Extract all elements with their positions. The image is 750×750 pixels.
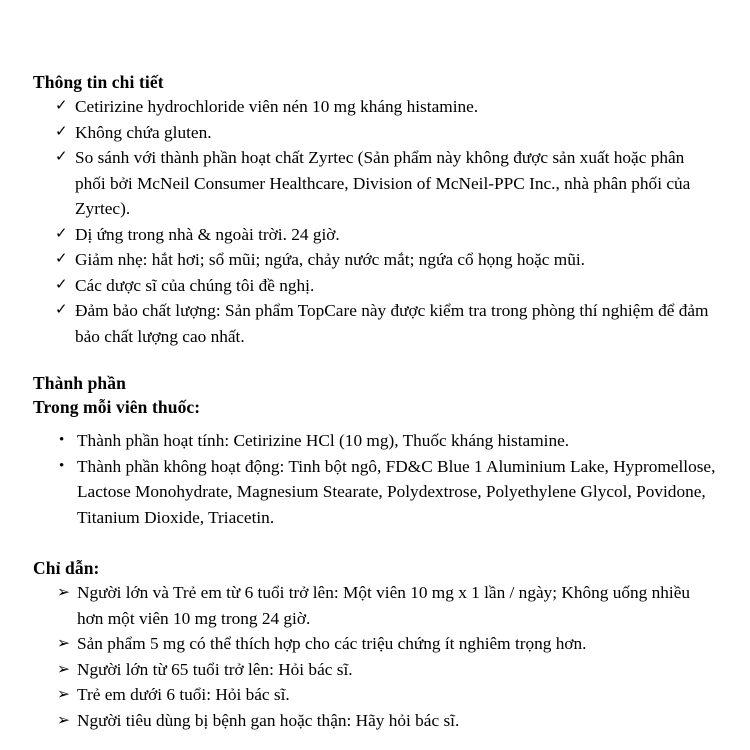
list-item bbox=[33, 222, 718, 248]
list-item bbox=[33, 454, 718, 531]
directions-section bbox=[33, 556, 718, 733]
ingredients-item-text: Thành phần hoạt tính: Cetirizine HCl (10 mg), Thuốc kháng histamine. bbox=[77, 431, 570, 450]
arrow-bullet-icon: ➢ bbox=[57, 711, 70, 729]
arrow-bullet-icon: ➢ bbox=[57, 686, 70, 703]
checkmark-bullet-icon: ✓ bbox=[55, 149, 68, 165]
list-item bbox=[33, 120, 718, 146]
list-item bbox=[33, 580, 718, 631]
directions-item-text: Sản phẩm 5 mg có thể thích hợp cho các triệu chứng ít nghiêm trọng hơn. bbox=[77, 634, 587, 653]
details-item-text: Giảm nhẹ: hắt hơi; sổ mũi; ngứa, chảy nước mắt; ngứa cổ họng hoặc mũi. bbox=[75, 250, 585, 269]
ingredients-item-text: Thành phần không hoạt động: Tinh bột ngô, FD&C Blue 1 Aluminium Lake, Hypromellose, Lactose Monohydrate, Magnesium Stearate, Polydextrose, Polyethylene Glycol, Povidone, Titanium Dioxide, Triacetin. bbox=[77, 456, 716, 527]
list-item bbox=[33, 682, 718, 708]
checkmark-bullet-icon: ✓ bbox=[55, 276, 68, 293]
checkmark-bullet-icon: ✓ bbox=[55, 302, 68, 318]
disc-bullet-icon: • bbox=[59, 432, 65, 448]
list-item bbox=[33, 298, 718, 349]
list-item bbox=[33, 708, 718, 734]
details-section bbox=[33, 70, 718, 349]
details-item-text: Cetirizine hydrochloride viên nén 10 mg kháng histamine. bbox=[75, 97, 479, 116]
directions-list bbox=[33, 580, 718, 733]
details-list bbox=[33, 94, 718, 349]
details-heading: Thông tin chi tiết bbox=[33, 72, 164, 92]
details-item-text: Không chứa gluten. bbox=[75, 122, 212, 142]
ingredients-section bbox=[33, 371, 718, 530]
details-item-text: So sánh với thành phần hoạt chất Zyrtec (Sản phẩm này không được sản xuất hoặc phân phối bởi McNeil Consumer Healthcare, Division of McNeil-PPC Inc., nhà phân phối của Zyrtec). bbox=[75, 148, 691, 218]
directions-item-text: Trẻ em dưới 6 tuổi: Hỏi bác sĩ. bbox=[77, 685, 290, 704]
list-item bbox=[33, 145, 718, 222]
list-item bbox=[33, 657, 718, 683]
disc-bullet-icon: • bbox=[59, 457, 65, 474]
ingredients-list bbox=[33, 428, 718, 530]
list-item bbox=[33, 94, 718, 120]
subheading-spacer bbox=[33, 419, 718, 428]
details-item-text: Các dược sĩ của chúng tôi đề nghị. bbox=[75, 275, 315, 295]
list-item bbox=[33, 273, 718, 299]
directions-item-text: Người tiêu dùng bị bệnh gan hoặc thận: Hãy hỏi bác sĩ. bbox=[77, 710, 460, 730]
details-item-text: Đảm bảo chất lượng: Sản phẩm TopCare này được kiểm tra trong phòng thí nghiệm để đảm bảo chất lượng cao nhất. bbox=[75, 301, 709, 346]
section-spacer bbox=[33, 349, 718, 371]
directions-item-text: Người lớn và Trẻ em từ 6 tuổi trở lên: Một viên 10 mg x 1 lần / ngày; Không uống nhiều hơn một viên 10 mg trong 24 giờ. bbox=[77, 583, 691, 628]
ingredients-heading: Thành phần bbox=[33, 373, 126, 393]
list-item bbox=[33, 428, 718, 454]
checkmark-bullet-icon: ✓ bbox=[55, 225, 68, 242]
checkmark-bullet-icon: ✓ bbox=[55, 251, 68, 267]
arrow-bullet-icon: ➢ bbox=[57, 584, 70, 601]
directions-item-text: Người lớn từ 65 tuổi trở lên: Hỏi bác sĩ. bbox=[77, 659, 353, 679]
checkmark-bullet-icon: ✓ bbox=[55, 98, 68, 114]
arrow-bullet-icon: ➢ bbox=[57, 635, 70, 652]
ingredients-subheading: Trong mỗi viên thuốc: bbox=[33, 397, 201, 417]
list-item bbox=[33, 631, 718, 657]
section-spacer bbox=[33, 530, 718, 556]
details-item-text: Dị ứng trong nhà & ngoài trời. 24 giờ. bbox=[75, 224, 340, 244]
directions-heading: Chỉ dẫn: bbox=[33, 558, 100, 578]
list-item bbox=[33, 247, 718, 273]
arrow-bullet-icon: ➢ bbox=[57, 660, 70, 678]
checkmark-bullet-icon: ✓ bbox=[55, 123, 68, 140]
